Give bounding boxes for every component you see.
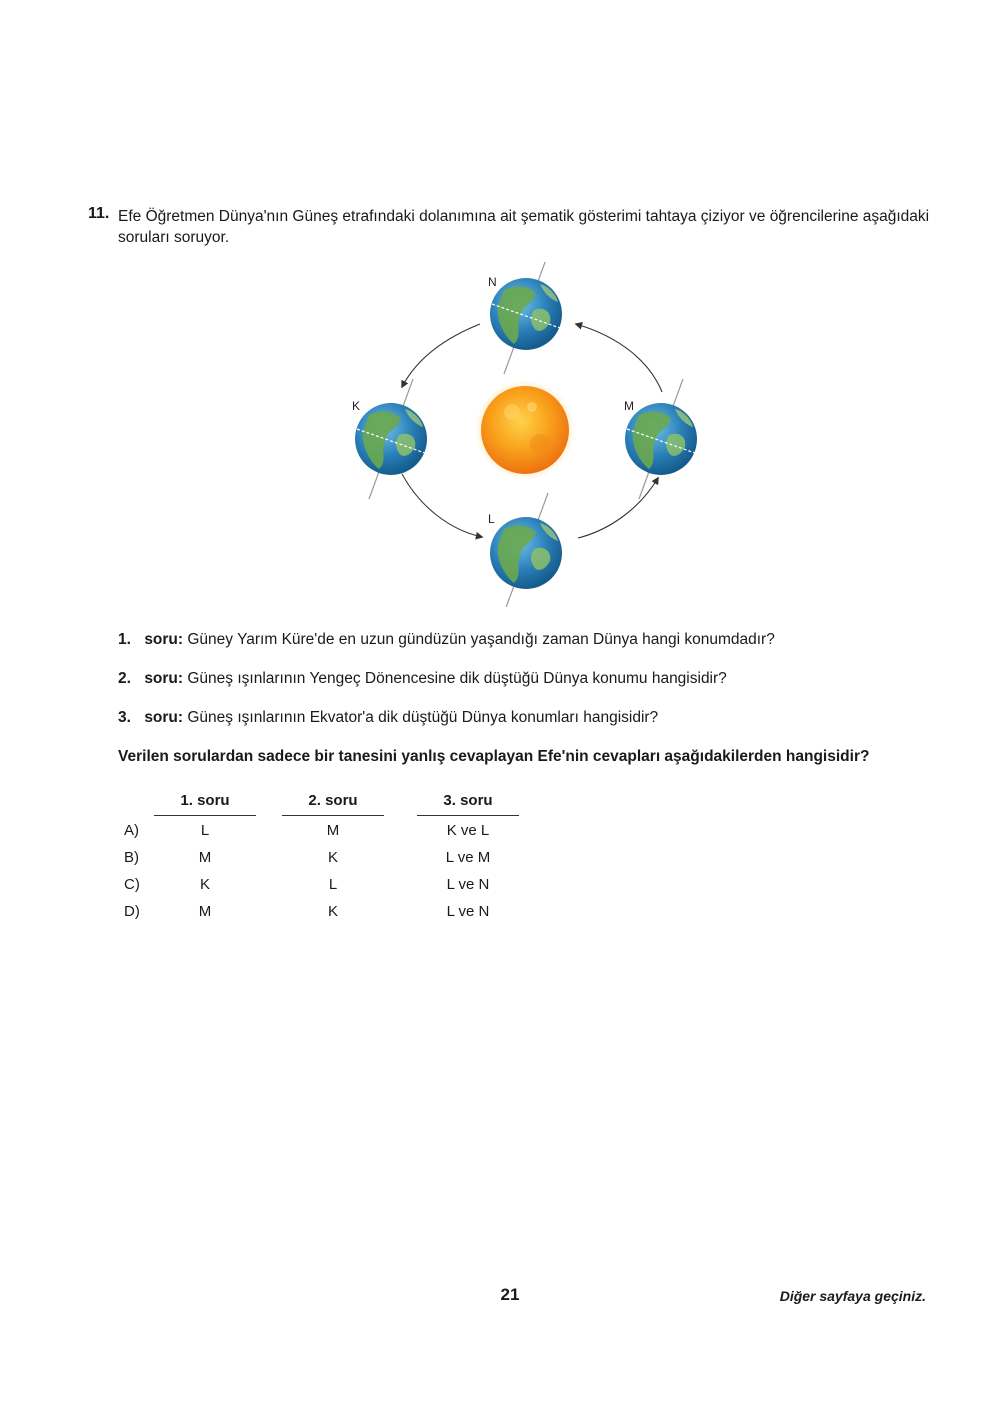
option-a-soru-3: K ve L bbox=[446, 822, 490, 839]
header-soru-3: 3. soru bbox=[443, 792, 493, 809]
header-soru-2: 2. soru bbox=[308, 792, 358, 809]
option-c-soru-3: L ve N bbox=[446, 876, 490, 893]
header-rule bbox=[154, 815, 256, 816]
option-b-label[interactable]: B) bbox=[124, 849, 139, 866]
option-d-soru-2: K bbox=[327, 903, 338, 920]
option-b-soru-3: L ve M bbox=[445, 849, 491, 866]
question-number: 11. bbox=[88, 205, 110, 222]
question-prompt: Verilen sorulardan sadece bir tanesini yanlış cevaplayan Efe'nin cevapları aşağıdakilerden hangisidir? bbox=[118, 748, 870, 765]
option-d-label[interactable]: D) bbox=[124, 903, 140, 920]
sub-question-number: 1. bbox=[118, 631, 131, 648]
sub-question-label: soru: bbox=[144, 670, 184, 687]
orbit-arrow-k-to-l bbox=[402, 474, 482, 537]
sun-icon bbox=[475, 380, 575, 480]
option-c-label[interactable]: C) bbox=[124, 876, 140, 893]
next-page-note: Diğer sayfaya geçiniz. bbox=[779, 1288, 926, 1304]
option-d-soru-3: L ve N bbox=[446, 903, 490, 920]
sub-question-label: soru: bbox=[144, 631, 184, 648]
header-soru-1: 1. soru bbox=[180, 792, 230, 809]
orbit-arrow-n-to-k bbox=[402, 324, 480, 387]
option-a-label[interactable]: A) bbox=[124, 822, 139, 839]
orbit-arrow-l-to-m bbox=[578, 478, 658, 538]
label-k: K bbox=[352, 399, 361, 413]
orbit-diagram bbox=[340, 262, 720, 607]
label-n: N bbox=[488, 275, 497, 289]
orbit-arrow-m-to-n bbox=[576, 324, 662, 392]
earth-position-k-icon bbox=[355, 379, 427, 499]
earth-position-m-icon bbox=[625, 379, 697, 499]
page-number: 21 bbox=[500, 1285, 520, 1304]
question-stem: Efe Öğretmen Dünya'nın Güneş etrafındaki dolanımına ait şematik gösterimi tahtaya çiziyor ve öğrencilerine aşağıdaki soruları soruyor. bbox=[118, 208, 930, 246]
label-m: M bbox=[624, 399, 634, 413]
option-b-soru-1: M bbox=[198, 849, 212, 866]
sub-question-text: Güneş ışınlarının Yengeç Dönencesine dik düştüğü Dünya konumu hangisidir? bbox=[187, 670, 727, 687]
label-l: L bbox=[488, 512, 495, 526]
option-c-soru-1: K bbox=[199, 876, 210, 893]
option-a-soru-1: L bbox=[200, 822, 210, 839]
sub-question-3 bbox=[118, 708, 658, 728]
sub-question-label: soru: bbox=[144, 709, 184, 726]
option-a-soru-2: M bbox=[326, 822, 340, 839]
sub-question-number: 2. bbox=[118, 670, 131, 687]
sub-question-1 bbox=[118, 630, 775, 650]
header-rule bbox=[282, 815, 384, 816]
sub-question-2 bbox=[118, 669, 727, 689]
sub-question-number: 3. bbox=[118, 709, 131, 726]
option-c-soru-2: L bbox=[328, 876, 338, 893]
header-rule bbox=[417, 815, 519, 816]
earth-position-l-icon bbox=[490, 493, 562, 607]
option-b-soru-2: K bbox=[327, 849, 338, 866]
option-d-soru-1: M bbox=[198, 903, 212, 920]
sub-question-text: Güneş ışınlarının Ekvator'a dik düştüğü Dünya konumları hangisidir? bbox=[187, 709, 659, 726]
earth-position-n-icon bbox=[490, 262, 562, 374]
sub-question-text: Güney Yarım Küre'de en uzun gündüzün yaşandığı zaman Dünya hangi konumdadır? bbox=[187, 631, 775, 648]
